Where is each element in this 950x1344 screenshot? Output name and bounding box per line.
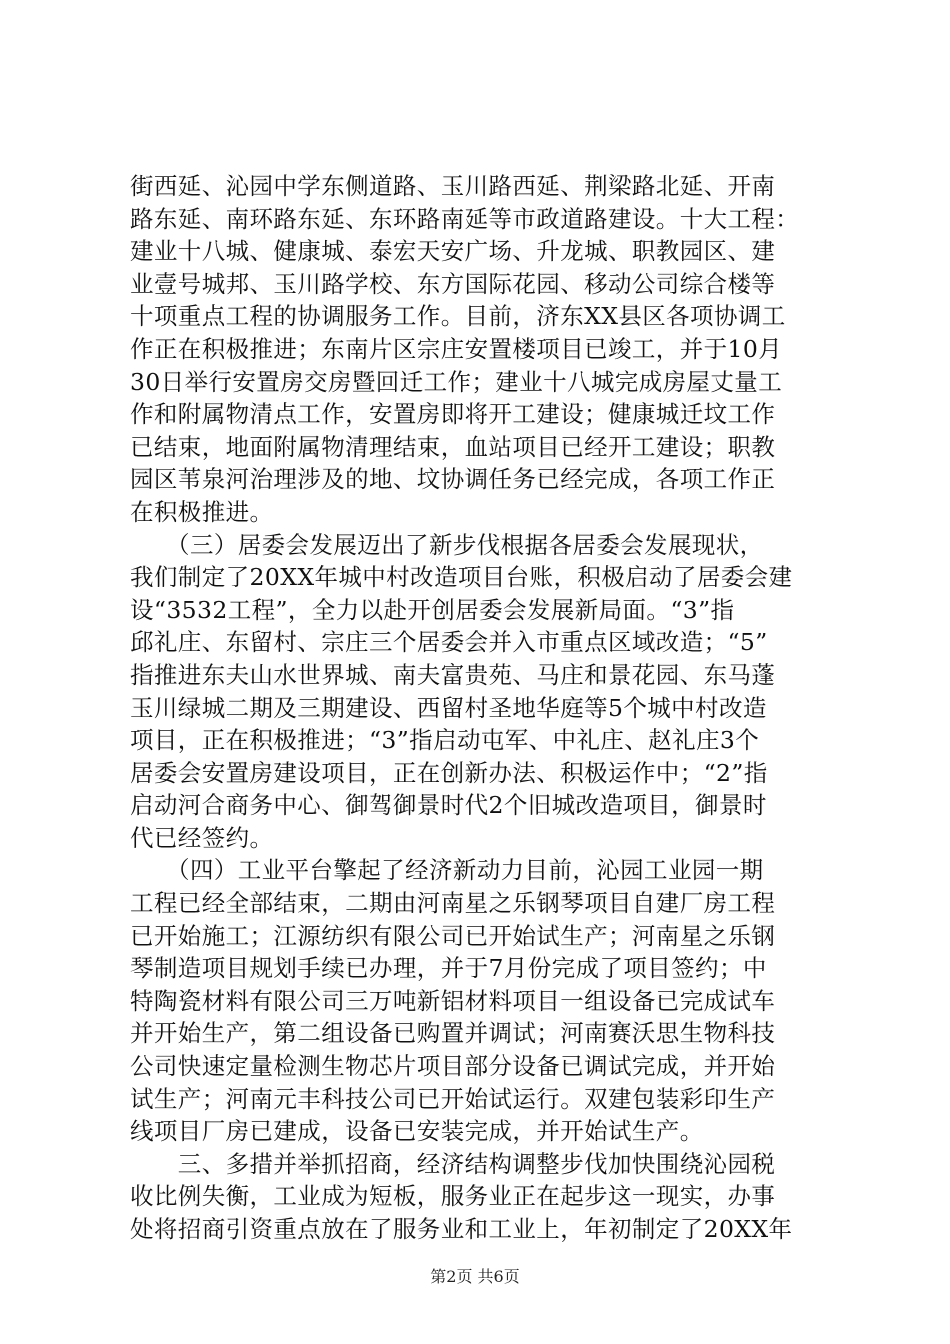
body-text-line: 代已经签约。 (130, 824, 274, 852)
body-text-line: 已开始施工；江源纺织有限公司已开始试生产；河南星之乐钢 (130, 922, 776, 950)
paragraph-start-line: （三）居委会发展迈出了新步伐根据各居委会发展现状， (130, 531, 764, 559)
body-text-line: 建业十八城、健康城、泰宏天安广场、升龙城、职教园区、建 (130, 237, 776, 265)
body-text-line: 路东延、南环路东延、东环路南延等市政道路建设。十大工程： (130, 205, 800, 233)
body-text-line: 试生产；河南元丰科技公司已开始试运行。双建包装彩印生产 (130, 1085, 776, 1113)
body-text-line: 作和附属物清点工作，安置房即将开工建设；健康城迁坟工作 (130, 400, 776, 428)
body-text-line: 处将招商引资重点放在了服务业和工业上，年初制定了20XX年 (130, 1215, 793, 1243)
body-text-line: 30日举行安置房交房暨回迁工作；建业十八城完成房屋丈量工 (130, 368, 783, 396)
body-text-line: 项目，正在积极推进；“3”指启动屯军、中礼庄、赵礼庄3个 (130, 726, 760, 754)
body-text-line: 在积极推进。 (130, 498, 274, 526)
body-text-line: 琴制造项目规划手续已办理，并于7月份完成了项目签约；中 (130, 954, 767, 982)
paragraph-start-line: （四）工业平台擎起了经济新动力目前，沁园工业园一期 (130, 856, 764, 884)
body-text-line: 玉川绿城二期及三期建设、西留村圣地华庭等5个城中村改造 (130, 694, 767, 722)
body-text-line: 并开始生产，第二组设备已购置并调试；河南赛沃思生物科技 (130, 1019, 776, 1047)
body-text-line: 街西延、沁园中学东侧道路、玉川路西延、荆梁路北延、开南 (130, 172, 776, 200)
body-text-line: 指推进东夫山水世界城、南夫富贵苑、马庄和景花园、东马蓬 (130, 661, 776, 689)
body-text-line: 公司快速定量检测生物芯片项目部分设备已调试完成，并开始 (130, 1052, 776, 1080)
body-text-line: 我们制定了20XX年城中村改造项目台账，积极启动了居委会建 (130, 563, 793, 591)
body-text-line: 收比例失衡，工业成为短板，服务业正在起步这一现实，办事 (130, 1182, 776, 1210)
page-number: 第2页 共6页 (430, 1267, 520, 1286)
body-text-line: 启动河合商务中心、御驾御景时代2个旧城改造项目，御景时 (130, 791, 767, 819)
paragraph-start-line: 三、多措并举抓招商，经济结构调整步伐加快围绕沁园税 (130, 1150, 776, 1178)
body-text-line: 设“3532工程”，全力以赴开创居委会发展新局面。“3”指 (130, 596, 735, 624)
body-text-line: 工程已经全部结束，二期由河南星之乐钢琴项目自建厂房工程 (130, 889, 776, 917)
body-text-line: 业壹号城邦、玉川路学校、东方国际花园、移动公司综合楼等 (130, 270, 776, 298)
body-text-line: 作正在积极推进；东南片区宗庄安置楼项目已竣工，并于10月 (130, 335, 783, 363)
body-text-line: 居委会安置房建设项目，正在创新办法、积极运作中；“2”指 (130, 759, 768, 787)
body-text-line: 邱礼庄、东留村、宗庄三个居委会并入市重点区域改造；“5” (130, 628, 768, 656)
body-text-line: 十项重点工程的协调服务工作。目前，济东XX县区各项协调工 (130, 302, 786, 330)
body-text-line: 园区苇泉河治理涉及的地、坟协调任务已经完成，各项工作正 (130, 465, 776, 493)
body-text-line: 特陶瓷材料有限公司三万吨新铝材料项目一组设备已完成试车 (130, 987, 776, 1015)
body-text-line: 线项目厂房已建成，设备已安装完成，并开始试生产。 (130, 1117, 704, 1145)
body-text-line: 已结束，地面附属物清理结束，血站项目已经开工建设；职教 (130, 433, 776, 461)
